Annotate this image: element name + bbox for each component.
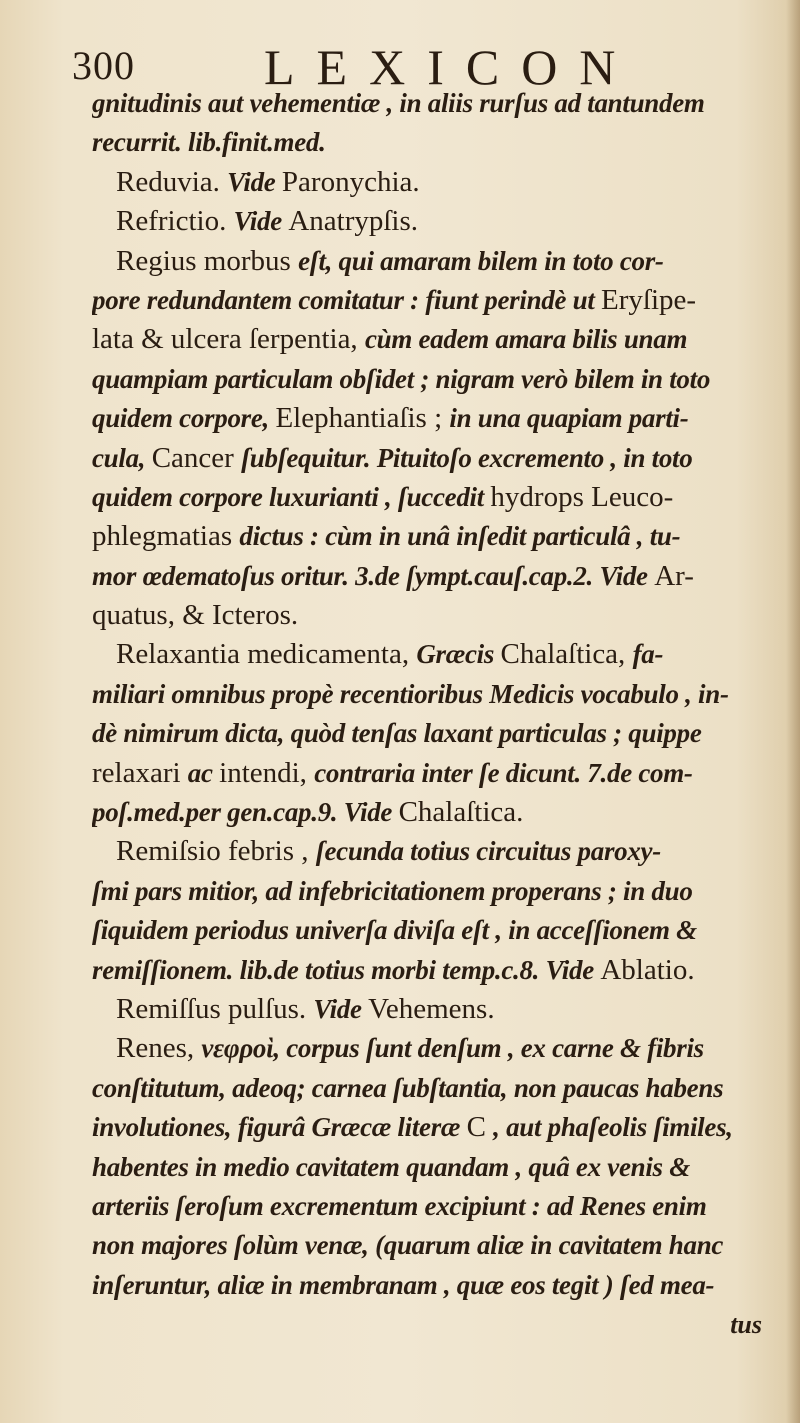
italic-run: ſiquidem periodus univerſa diviſa eſt , in acceſſionem & [92, 915, 697, 946]
roman-run: C [466, 1111, 494, 1144]
text-line [92, 675, 764, 714]
roman-run: Remiſſus pulſus. [116, 992, 314, 1025]
italic-run: ſubſequitur. Pituitoſo excremento , in toto [241, 442, 693, 473]
text-line [92, 1266, 764, 1305]
italic-run: dè nimirum dicta, quòd tenſas laxant particulas ; quippe [92, 718, 702, 749]
text-line [92, 714, 764, 753]
text-line [92, 1148, 764, 1187]
italic-run: quampiam particulam obſidet ; nigram verò bilem in toto [92, 363, 711, 394]
text-line [92, 793, 764, 832]
text-line [92, 951, 764, 990]
text-line [92, 439, 764, 478]
italic-run: fa- [632, 639, 664, 670]
italic-run: Græcis [416, 639, 501, 670]
text-line [92, 635, 764, 674]
italic-run: Vide [233, 206, 289, 237]
catchword: tus [730, 1310, 762, 1340]
italic-run: conſtitutum, adeoq; carnea ſubſtantia, non paucas habens [92, 1072, 724, 1103]
italic-run: Vide [227, 166, 282, 197]
text-line [92, 281, 764, 320]
text-line [92, 202, 764, 241]
page-header [72, 39, 760, 95]
italic-run: ſmi pars mitior, ad infebricitationem properans ; in duo [92, 875, 693, 906]
text-line [92, 163, 764, 202]
text-line [92, 84, 764, 123]
text-line [92, 123, 764, 162]
italic-run: ac [187, 757, 220, 788]
roman-run: Remiſsio febris , [116, 835, 316, 868]
roman-run: Anatrypſis. [288, 205, 419, 238]
italic-run: , aut phaſeolis ſimiles, [493, 1112, 733, 1143]
roman-run: Elephantiaſis ; [275, 402, 450, 435]
text-line [92, 1108, 764, 1147]
italic-run: Vide [313, 993, 369, 1024]
catchword-line [92, 1305, 764, 1344]
roman-run: lata & ulcera ſerpentia, [92, 323, 365, 356]
italic-run: νεφροὶ, corpus ſunt denſum , ex carne & fibris [201, 1033, 704, 1064]
text-line [92, 1226, 764, 1265]
italic-run: gnitudinis aut vehementiæ , in aliis rurſus ad tantundem [92, 88, 705, 118]
text-line [92, 557, 764, 596]
page-edge-shadow [786, 0, 800, 1423]
roman-run: hydrops Leuco- [490, 480, 674, 513]
text-line [92, 1187, 764, 1226]
italic-run: quidem corpore luxurianti , ſuccedit [92, 481, 491, 512]
text-line [92, 478, 764, 517]
roman-run: Ablatio. [600, 953, 695, 986]
text-line [92, 754, 764, 793]
italic-run: arteriis ſeroſum excrementum excipiunt : ad Renes enim [92, 1190, 707, 1221]
text-line [92, 872, 764, 911]
italic-run: inſeruntur, aliæ in membranam , quæ eos tegit ) ſed mea- [92, 1269, 715, 1300]
roman-run: Eryſipe- [601, 283, 697, 316]
text-line [92, 517, 764, 556]
roman-run: relaxari [92, 756, 188, 789]
italic-run: recurrit. lib.finit.med. [92, 127, 326, 158]
roman-run: Vehemens. [368, 992, 495, 1025]
italic-run: involutiones, figurâ Græcæ literæ [92, 1112, 467, 1143]
text-line [92, 1069, 764, 1108]
text-line [92, 1029, 764, 1068]
text-line [92, 911, 764, 950]
text-line [92, 399, 764, 438]
text-line [92, 360, 764, 399]
italic-run: quidem corpore, [92, 403, 276, 434]
running-title: LEXICON [264, 39, 638, 95]
roman-run: Chalaſtica, [500, 638, 633, 671]
italic-run: cula, [92, 442, 152, 473]
page-number: 300 [72, 43, 135, 88]
text-line [92, 596, 764, 635]
italic-run: cùm eadem amara bilis unam [364, 324, 688, 355]
italic-run: miliari omnibus propè recentioribus Medicis vocabulo , in- [92, 678, 729, 709]
roman-run: Regius morbus [116, 244, 299, 277]
italic-run: contraria inter ſe dicunt. 7.de com- [314, 757, 693, 788]
text-line [92, 990, 764, 1029]
italic-run: mor œdematoſus oritur. 3.de ſympt.cauſ.cap.2. Vide [92, 560, 655, 591]
italic-run: pore redundantem comitatur : fiunt perindè ut [92, 284, 602, 315]
italic-run: non majores ſolùm venæ, (quarum aliæ in cavitatem hanc [92, 1230, 724, 1261]
roman-run: intendi, [219, 756, 315, 789]
roman-run: Chalaſtica. [398, 796, 524, 829]
text-line [92, 320, 764, 359]
italic-run: habentes in medio cavitatem quandam , quâ ex venis & [92, 1151, 690, 1182]
text-body [92, 84, 764, 1345]
italic-run: remiſſionem. lib.de totius morbi temp.c.8. Vide [92, 954, 601, 985]
italic-run: poſ.med.per gen.cap.9. Vide [92, 797, 399, 828]
roman-run: Ar- [654, 559, 694, 592]
roman-run: quatus, & Icteros. [92, 599, 299, 632]
text-line [92, 242, 764, 281]
roman-run: Paronychia. [281, 165, 420, 198]
roman-run: Cancer [151, 441, 242, 474]
text-line [92, 832, 764, 871]
italic-run: in una quapiam parti- [449, 403, 689, 434]
italic-run: dictus : cùm in unâ inſedit particulâ , tu- [239, 521, 681, 552]
roman-run: Relaxantia medicamenta, [116, 638, 417, 671]
roman-run: Renes, [116, 1032, 202, 1065]
roman-run: Refrictio. [116, 205, 234, 238]
roman-run: phlegmatias [92, 520, 240, 553]
italic-run: eſt, qui amaram bilem in toto cor- [298, 245, 664, 276]
roman-run: Reduvia. [116, 165, 228, 198]
italic-run: ſecunda totius circuitus paroxy- [315, 836, 661, 867]
